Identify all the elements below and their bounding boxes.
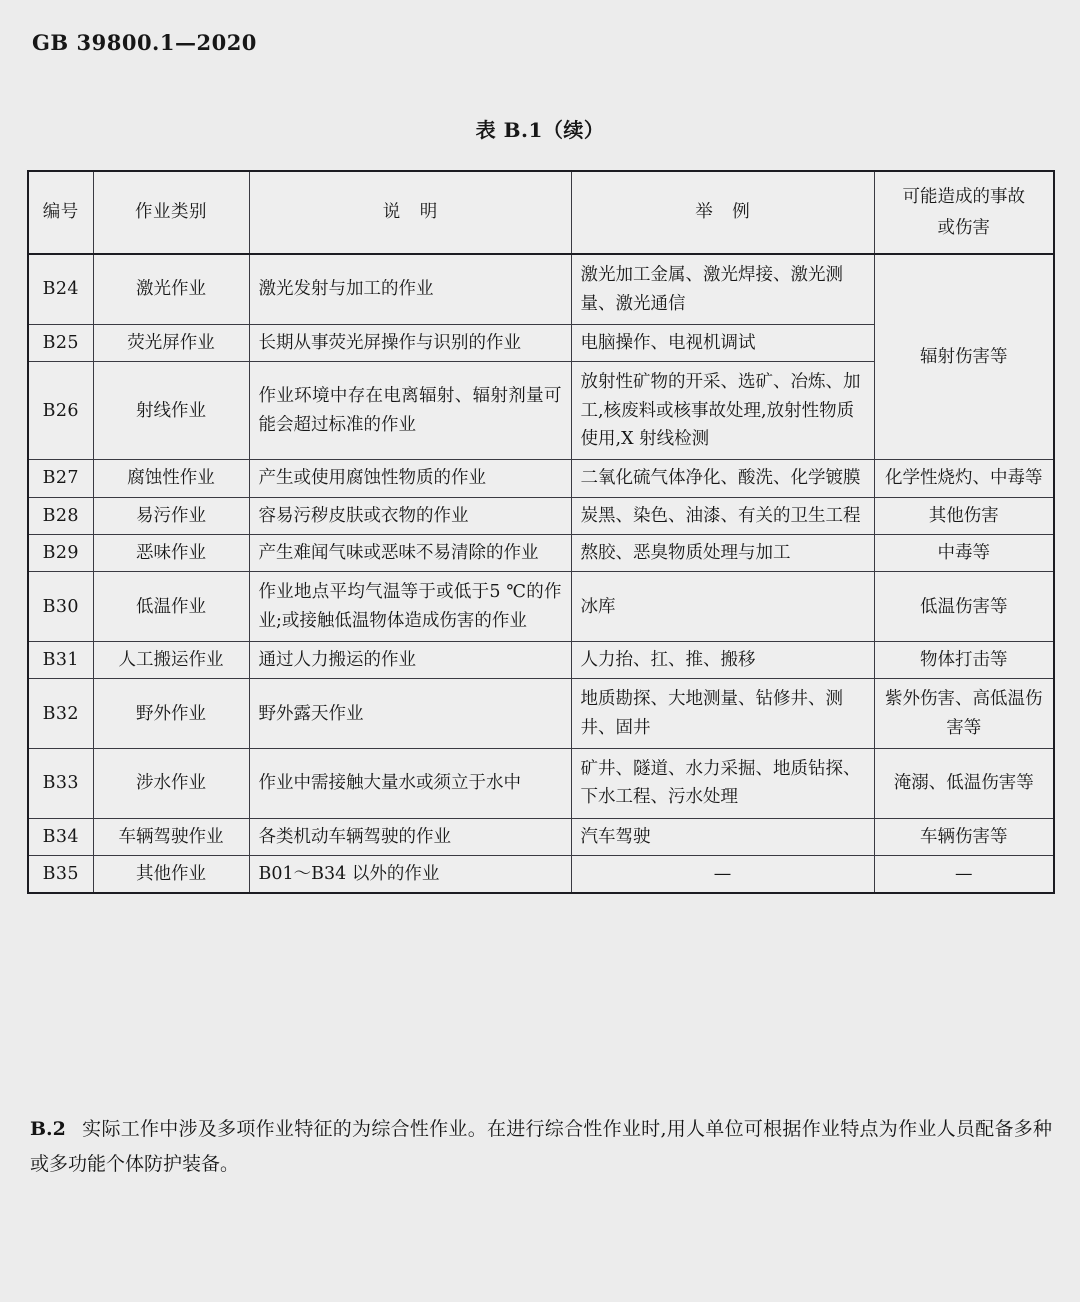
cell-description: 作业地点平均气温等于或低于5 ℃的作业;或接触低温物体造成伤害的作业: [249, 572, 571, 642]
cell-id: B26: [28, 362, 93, 460]
occupation-hazard-table: [27, 170, 1055, 894]
cell-description: 产生难闻气味或恶味不易清除的作业: [249, 535, 571, 572]
cell-risk: 辐射伤害等: [874, 254, 1054, 460]
table-row: [28, 497, 1054, 534]
column-header-description: 说 明: [249, 171, 571, 254]
cell-description: 作业环境中存在电离辐射、辐射剂量可能会超过标准的作业: [249, 362, 571, 460]
cell-description: 野外露天作业: [249, 679, 571, 749]
cell-id: B27: [28, 460, 93, 497]
cell-category: 腐蚀性作业: [93, 460, 249, 497]
cell-category: 激光作业: [93, 254, 249, 324]
table-row: [28, 572, 1054, 642]
clause-text: 实际工作中涉及多项作业特征的为综合性作业。在进行综合性作业时,用人单位可根据作业特点为作业人员配备多种或多功能个体防护装备。: [30, 1118, 1052, 1176]
cell-category: 易污作业: [93, 497, 249, 534]
table-row: [28, 749, 1054, 819]
column-header-example: 举 例: [571, 171, 874, 254]
column-header-risk: [874, 171, 1054, 254]
column-header-risk-line2: 或伤害: [937, 217, 990, 238]
cell-example: 汽车驾驶: [571, 818, 874, 855]
cell-example: 人力抬、扛、推、搬移: [571, 642, 874, 679]
cell-example: 炭黑、染色、油漆、有关的卫生工程: [571, 497, 874, 534]
cell-example: 熬胶、恶臭物质处理与加工: [571, 535, 874, 572]
column-header-risk-line1: 可能造成的事故: [902, 187, 1025, 207]
table-row: [28, 856, 1054, 894]
cell-example: 矿井、隧道、水力采掘、地质钻探、下水工程、污水处理: [571, 749, 874, 819]
cell-example: 放射性矿物的开采、选矿、冶炼、加工,核废料或核事故处理,放射性物质使用,X 射线检测: [571, 362, 874, 460]
table-body: [28, 254, 1054, 893]
cell-example: 地质勘探、大地测量、钻修井、测井、固井: [571, 679, 874, 749]
table-row: [28, 535, 1054, 572]
cell-risk: —: [874, 856, 1054, 894]
table-header: [28, 171, 1054, 254]
table-row: [28, 818, 1054, 855]
cell-id: B33: [28, 749, 93, 819]
cell-risk: 淹溺、低温伤害等: [874, 749, 1054, 819]
table-container: [27, 170, 1053, 894]
cell-example: —: [571, 856, 874, 894]
column-header-id: 编号: [28, 171, 93, 254]
cell-example: 电脑操作、电视机调试: [571, 324, 874, 361]
column-header-category: 作业类别: [93, 171, 249, 254]
cell-description: 产生或使用腐蚀性物质的作业: [249, 460, 571, 497]
cell-category: 野外作业: [93, 679, 249, 749]
cell-category: 恶味作业: [93, 535, 249, 572]
cell-id: B31: [28, 642, 93, 679]
cell-description: 长期从事荧光屏操作与识别的作业: [249, 324, 571, 361]
cell-risk: 低温伤害等: [874, 572, 1054, 642]
cell-description: 作业中需接触大量水或须立于水中: [249, 749, 571, 819]
cell-category: 其他作业: [93, 856, 249, 894]
cell-description: 激光发射与加工的作业: [249, 254, 571, 324]
cell-category: 涉水作业: [93, 749, 249, 819]
clause-b2: [30, 1112, 1052, 1182]
cell-category: 射线作业: [93, 362, 249, 460]
table-row: [28, 642, 1054, 679]
cell-risk: 车辆伤害等: [874, 818, 1054, 855]
table-caption: 表 B.1（续）: [475, 118, 605, 142]
table-header-row: [28, 171, 1054, 254]
clause-number: B.2: [30, 1118, 66, 1140]
cell-risk: 中毒等: [874, 535, 1054, 572]
cell-description: 通过人力搬运的作业: [249, 642, 571, 679]
cell-risk: 化学性烧灼、中毒等: [874, 460, 1054, 497]
cell-example: 二氧化硫气体净化、酸洗、化学镀膜: [571, 460, 874, 497]
cell-risk: 紫外伤害、高低温伤害等: [874, 679, 1054, 749]
cell-description: 各类机动车辆驾驶的作业: [249, 818, 571, 855]
cell-description: B01～B34 以外的作业: [249, 856, 571, 894]
cell-description: 容易污秽皮肤或衣物的作业: [249, 497, 571, 534]
cell-id: B28: [28, 497, 93, 534]
cell-category: 低温作业: [93, 572, 249, 642]
table-row: [28, 679, 1054, 749]
table-row: [28, 254, 1054, 324]
standard-code-header: GB 39800.1—2020: [32, 30, 257, 55]
cell-example: 冰库: [571, 572, 874, 642]
cell-example: 激光加工金属、激光焊接、激光测量、激光通信: [571, 254, 874, 324]
cell-id: B24: [28, 254, 93, 324]
cell-id: B30: [28, 572, 93, 642]
cell-id: B29: [28, 535, 93, 572]
cell-id: B32: [28, 679, 93, 749]
cell-risk: 其他伤害: [874, 497, 1054, 534]
cell-category: 人工搬运作业: [93, 642, 249, 679]
cell-id: B34: [28, 818, 93, 855]
cell-category: 车辆驾驶作业: [93, 818, 249, 855]
cell-id: B25: [28, 324, 93, 361]
cell-risk: 物体打击等: [874, 642, 1054, 679]
cell-category: 荧光屏作业: [93, 324, 249, 361]
cell-id: B35: [28, 856, 93, 894]
table-row: [28, 460, 1054, 497]
